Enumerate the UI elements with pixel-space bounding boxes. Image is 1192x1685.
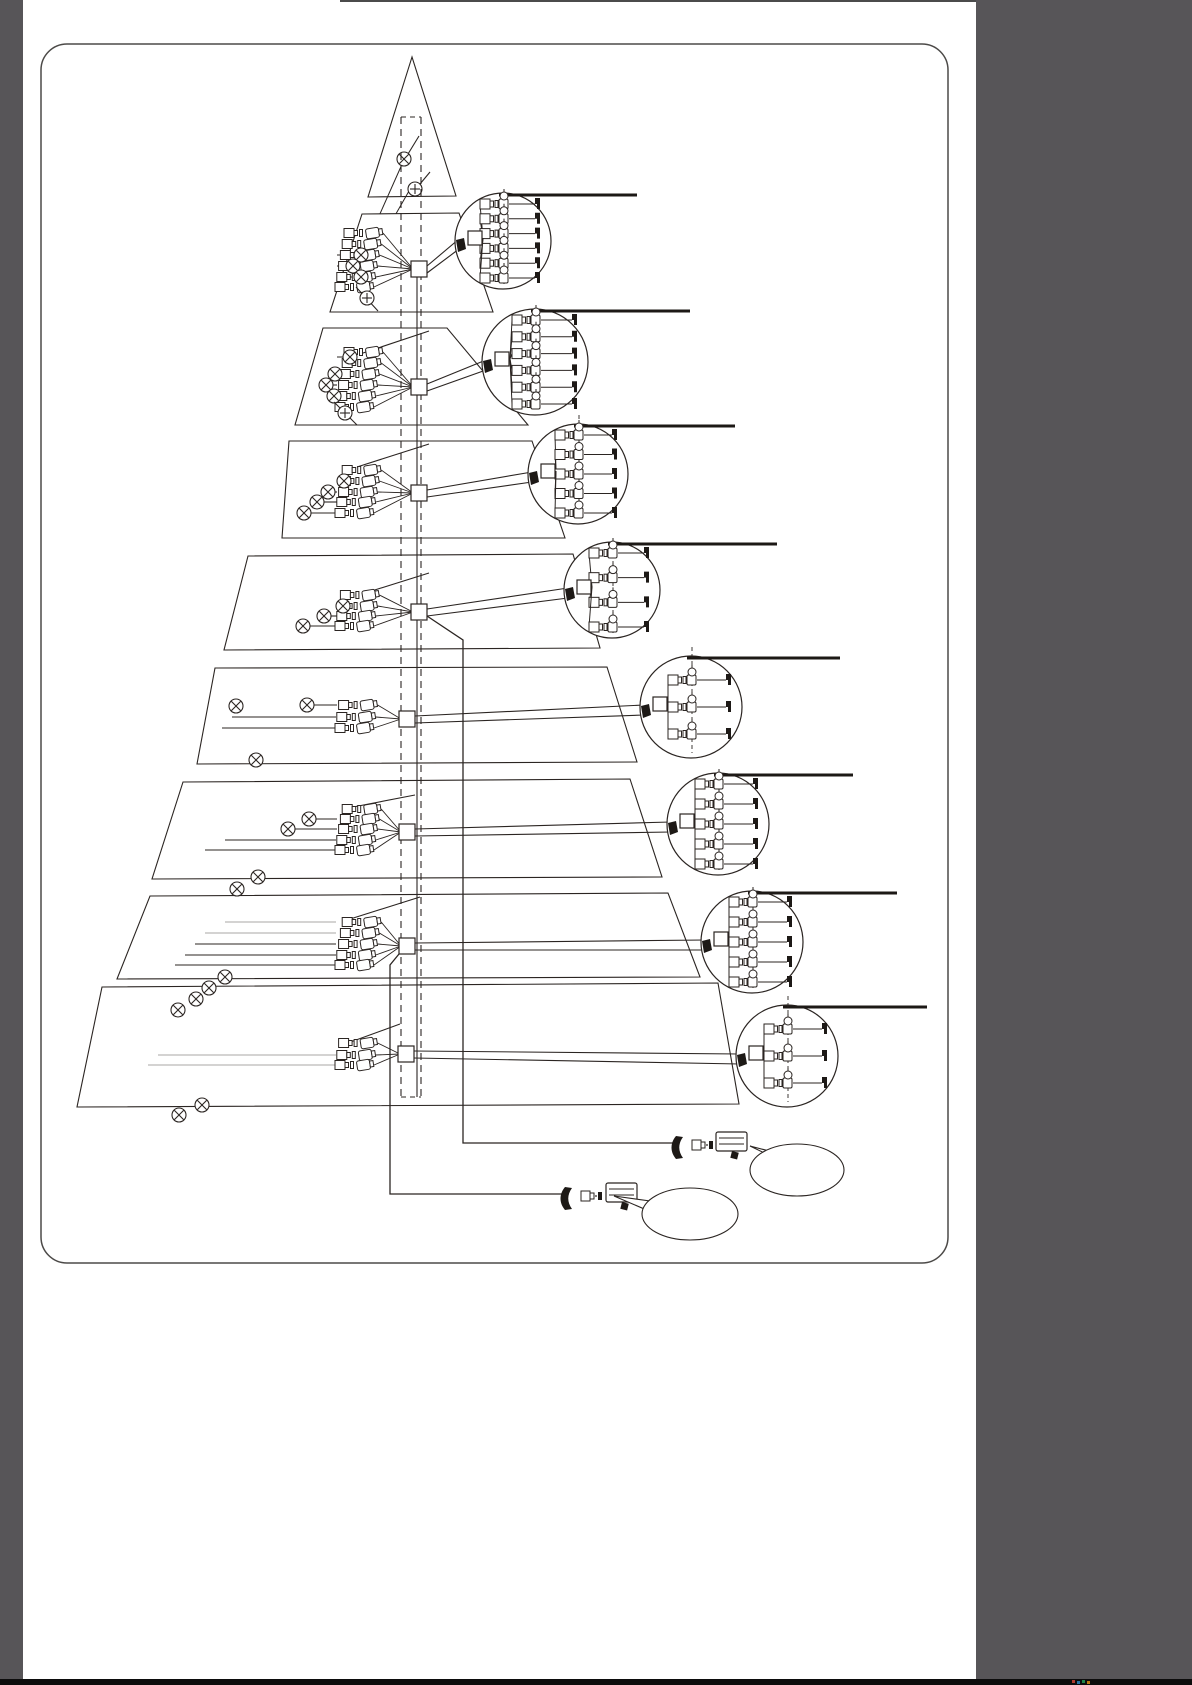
mini-bulb-icon	[532, 358, 540, 366]
lamp-bulb-icon	[336, 599, 350, 613]
mini-bulb-icon	[575, 501, 583, 509]
color-speck	[1077, 1681, 1080, 1684]
lamp-bulb-icon	[202, 981, 216, 995]
mini-bulb-icon	[500, 192, 508, 200]
tier-6-connector-box	[399, 824, 415, 840]
callout-3-junction-box	[541, 464, 555, 478]
mini-bulb-icon	[609, 566, 617, 574]
mini-bulb-icon	[688, 695, 696, 703]
lamp-bulb-icon	[310, 495, 324, 509]
callout-6-junction-box	[680, 814, 694, 828]
mini-bulb-icon	[784, 1044, 792, 1052]
mini-bulb-icon	[609, 541, 617, 549]
tier-7-panel	[117, 893, 700, 979]
mini-bulb-icon	[609, 590, 617, 598]
top-edge-line	[340, 0, 976, 2]
mini-bulb-icon	[575, 462, 583, 470]
mini-bulb-icon	[532, 392, 540, 400]
mini-bulb-icon	[688, 668, 696, 676]
lamp-bulb-icon	[302, 812, 316, 826]
plug-connector-icon	[581, 1191, 602, 1201]
lamp-plus-icon	[360, 291, 374, 305]
callout-4-junction-box	[577, 580, 591, 594]
mini-bulb-icon	[532, 375, 540, 383]
mini-bulb-icon	[532, 325, 540, 333]
callout-8-junction-box	[749, 1046, 763, 1060]
mini-bulb-icon	[749, 910, 757, 918]
lamp-bulb-icon	[317, 609, 331, 623]
mini-bulb-icon	[575, 443, 583, 451]
lamp-plus-icon	[408, 182, 422, 196]
mini-bulb-icon	[784, 1071, 792, 1079]
tier-8-connector-box	[398, 1046, 414, 1062]
callout-5-junction-box	[653, 697, 667, 711]
mini-bulb-icon	[715, 772, 723, 780]
mini-bulb-icon	[532, 308, 540, 316]
color-speck	[1082, 1680, 1085, 1683]
lamp-bulb-icon	[354, 270, 368, 284]
tier-5-connector-box	[399, 711, 415, 727]
lamp-bulb-icon	[171, 1003, 185, 1017]
lamp-bulb-icon	[249, 753, 263, 767]
tier-7-connector-box	[399, 938, 415, 954]
lamp-bulb-icon	[251, 870, 265, 884]
callout-7-junction-box	[714, 932, 728, 946]
mini-bulb-icon	[575, 482, 583, 490]
mini-bulb-icon	[500, 236, 508, 244]
lamp-bulb-icon	[296, 619, 310, 633]
lamp-bulb-icon	[281, 822, 295, 836]
speech-balloon-icon	[750, 1144, 844, 1196]
lamp-bulb-icon	[337, 474, 351, 488]
mini-bulb-icon	[715, 852, 723, 860]
mini-bulb-icon	[715, 812, 723, 820]
tier-8-panel	[77, 983, 739, 1107]
mini-bulb-icon	[609, 615, 617, 623]
tier-2-connector-box	[411, 379, 427, 395]
mini-bulb-icon	[500, 266, 508, 274]
lamp-bulb-icon	[195, 1098, 209, 1112]
lamp-bulb-icon	[321, 485, 335, 499]
lamp-bulb-icon	[327, 389, 341, 403]
left-gray-strip	[0, 0, 23, 1685]
lamp-bulb-icon	[172, 1108, 186, 1122]
tier-3-connector-box	[411, 485, 427, 501]
mini-bulb-icon	[749, 950, 757, 958]
mini-bulb-icon	[715, 792, 723, 800]
lamp-bulb-icon	[218, 970, 232, 984]
bottom-black-bar	[0, 1679, 1192, 1685]
callout-1-junction-box	[468, 231, 482, 245]
lamp-bulb-icon	[189, 992, 203, 1006]
mini-bulb-icon	[532, 342, 540, 350]
mini-bulb-icon	[500, 222, 508, 230]
lamp-bulb-icon	[300, 698, 314, 712]
lamp-plus-icon	[338, 406, 352, 420]
mini-bulb-icon	[575, 423, 583, 431]
tier-4-connector-box	[411, 604, 427, 620]
mini-bulb-icon	[500, 207, 508, 215]
mini-bulb-icon	[715, 832, 723, 840]
lamp-bulb-icon	[297, 506, 311, 520]
lamp-bulb-icon	[230, 882, 244, 896]
tier-4-panel	[224, 554, 600, 650]
color-speck	[1087, 1681, 1090, 1684]
mini-bulb-icon	[749, 930, 757, 938]
lamp-bulb-icon	[397, 152, 411, 166]
callout-2-junction-box	[495, 352, 509, 366]
lamp-bulb-icon	[343, 350, 357, 364]
mini-bulb-icon	[749, 890, 757, 898]
mini-bulb-icon	[749, 970, 757, 978]
mini-bulb-icon	[688, 722, 696, 730]
plug-connector-icon	[692, 1140, 713, 1150]
lamp-bulb-icon	[229, 699, 243, 713]
tier-1-connector-box	[411, 261, 427, 277]
mini-bulb-icon	[784, 1017, 792, 1025]
color-speck	[1072, 1680, 1075, 1683]
right-gray-panel	[976, 0, 1192, 1685]
mini-bulb-icon	[500, 251, 508, 259]
